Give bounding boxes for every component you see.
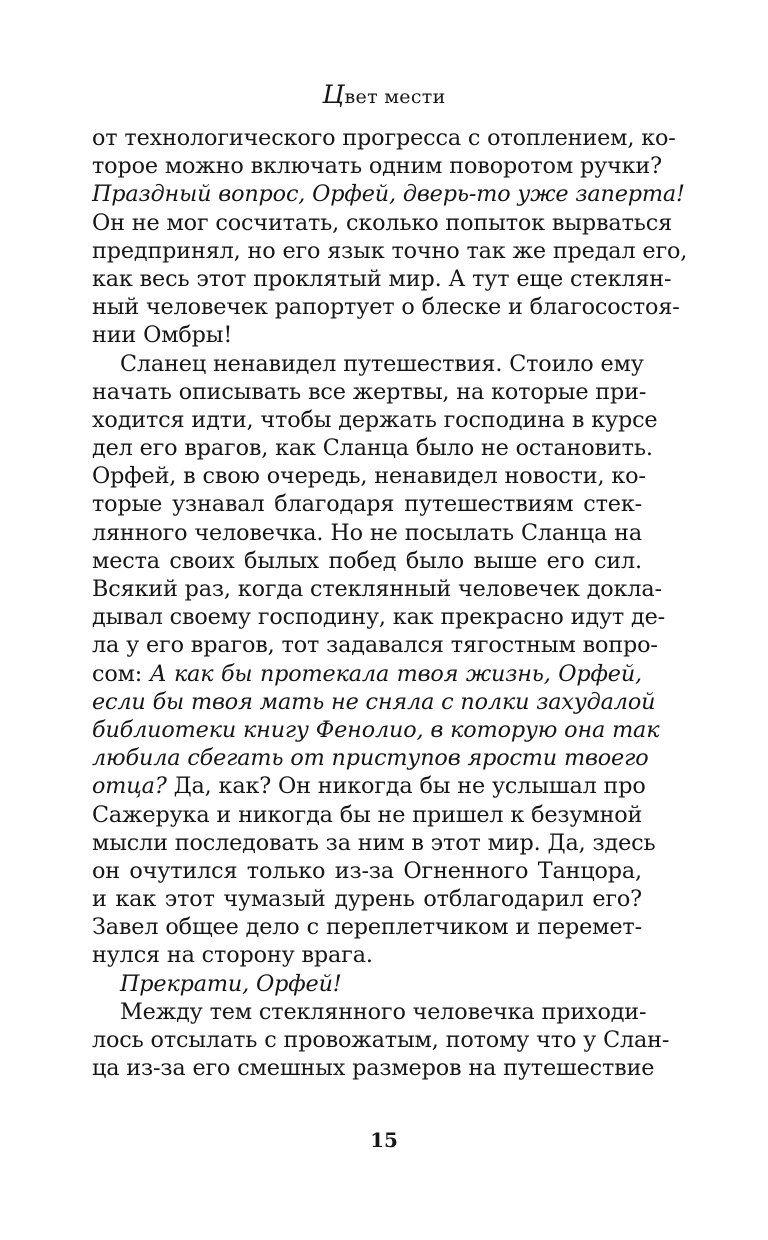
text-line bbox=[92, 688, 656, 716]
text-run: ный человечек рапортует о блеске и благосостоя- bbox=[92, 294, 680, 321]
text-run: он очутился только из-за Огненного Танцора, bbox=[92, 857, 642, 884]
text-run: дывал своему господину, как прекрасно идут де- bbox=[92, 604, 666, 631]
text-line bbox=[92, 603, 666, 631]
text-line bbox=[92, 1026, 670, 1054]
text-run: ца из-за его смешных размеров на путешествие bbox=[92, 1055, 655, 1082]
text-line bbox=[92, 660, 642, 688]
text-line bbox=[92, 321, 642, 349]
italic-text: А как бы протекала твоя жизнь, Орфей, bbox=[149, 660, 642, 687]
text-run: Он не мог сосчитать, сколько попыток вырваться bbox=[92, 209, 673, 236]
text-run: Орфей, в свою очередь, ненавидел новости, ко- bbox=[92, 463, 646, 490]
text-run: места своих былых побед было выше его сил. bbox=[92, 547, 642, 574]
text-line bbox=[92, 293, 680, 321]
text-line bbox=[92, 152, 662, 180]
text-run: от технологического прогресса с отоплением, ко- bbox=[92, 125, 676, 151]
body-text bbox=[92, 124, 688, 1082]
text-line bbox=[92, 434, 653, 462]
italic-text: библиотеки книгу Фенолио, в которую она так bbox=[92, 716, 660, 743]
text-line bbox=[92, 631, 658, 659]
text-run: начать описывать все жертвы, на которые при- bbox=[92, 378, 647, 405]
italic-text: Праздный вопрос, Орфей, дверь-то уже заперта! bbox=[92, 181, 685, 208]
text-line bbox=[92, 970, 642, 998]
text-line bbox=[92, 716, 660, 744]
page-number: 15 bbox=[370, 1128, 398, 1152]
text-line bbox=[92, 941, 642, 969]
text-run: лянного человечка. Но не посылать Сланца на bbox=[92, 519, 642, 546]
text-line bbox=[92, 462, 646, 490]
text-line bbox=[92, 772, 646, 800]
text-line bbox=[92, 124, 676, 152]
text-run: Сланец ненавидел путешествия. Стоило ему bbox=[120, 350, 644, 377]
running-header bbox=[0, 80, 768, 109]
text-line bbox=[92, 885, 642, 913]
text-run: Всякий раз, когда стеклянный человечек докла- bbox=[92, 576, 662, 602]
text-line bbox=[92, 209, 673, 237]
italic-text: отца? bbox=[92, 773, 167, 800]
text-run: Да, как? Он никогда бы не услышал про bbox=[166, 773, 646, 800]
italic-text: Прекрати, Орфей! bbox=[120, 970, 342, 997]
text-run: как весь этот проклятый мир. А тут еще стеклян- bbox=[92, 265, 672, 292]
text-run: Сажерука и никогда бы не пришел к безумной bbox=[92, 801, 643, 828]
text-run: предпринял, но его язык точно так же предал его, bbox=[92, 237, 688, 264]
text-line bbox=[92, 265, 672, 293]
text-line bbox=[92, 829, 656, 857]
text-line bbox=[92, 237, 688, 265]
text-line bbox=[92, 547, 642, 575]
italic-text: если бы твоя мать не сняла с полки захудалой bbox=[92, 688, 656, 715]
text-line bbox=[92, 913, 642, 941]
text-line bbox=[92, 406, 658, 434]
text-run: и как этот чумазый дурень отблагодарил его? bbox=[92, 886, 642, 913]
text-run: торое можно включать одним поворотом ручки? bbox=[92, 153, 662, 180]
text-line bbox=[92, 490, 642, 518]
text-line bbox=[92, 1054, 655, 1082]
text-line bbox=[92, 180, 685, 208]
text-run: Между тем стеклянного человечка приходи- bbox=[120, 998, 647, 1025]
text-run: лось отсылать с провожатым, потому что у Слан- bbox=[92, 1027, 670, 1053]
running-header-initial: Ц bbox=[322, 80, 345, 109]
text-run: сом: bbox=[92, 660, 150, 687]
text-line bbox=[92, 857, 642, 885]
text-line bbox=[92, 378, 647, 406]
text-run: торые узнавал благодаря путешествиям стек- bbox=[92, 491, 642, 518]
text-run: ходится идти, чтобы держать господина в курсе bbox=[92, 406, 658, 433]
text-run: мысли последовать за ним в этот мир. Да, здесь bbox=[92, 829, 656, 856]
text-line bbox=[92, 998, 647, 1026]
text-line bbox=[92, 519, 642, 547]
text-line bbox=[92, 575, 662, 603]
text-run: дел его врагов, как Сланца было не остановить. bbox=[92, 435, 653, 462]
text-line bbox=[92, 350, 642, 378]
text-line bbox=[92, 801, 642, 829]
text-run: нии Омбры! bbox=[92, 322, 233, 349]
italic-text: любила сбегать от приступов ярости твоего bbox=[92, 745, 649, 772]
text-run: Завел общее дело с переплетчиком и перемет- bbox=[92, 914, 642, 941]
text-line bbox=[92, 744, 649, 772]
text-run: нулся на сторону врага. bbox=[92, 942, 373, 969]
running-header-text: вет мести bbox=[344, 86, 446, 108]
text-run: ла у его врагов, тот задавался тягостным вопро- bbox=[92, 632, 658, 659]
